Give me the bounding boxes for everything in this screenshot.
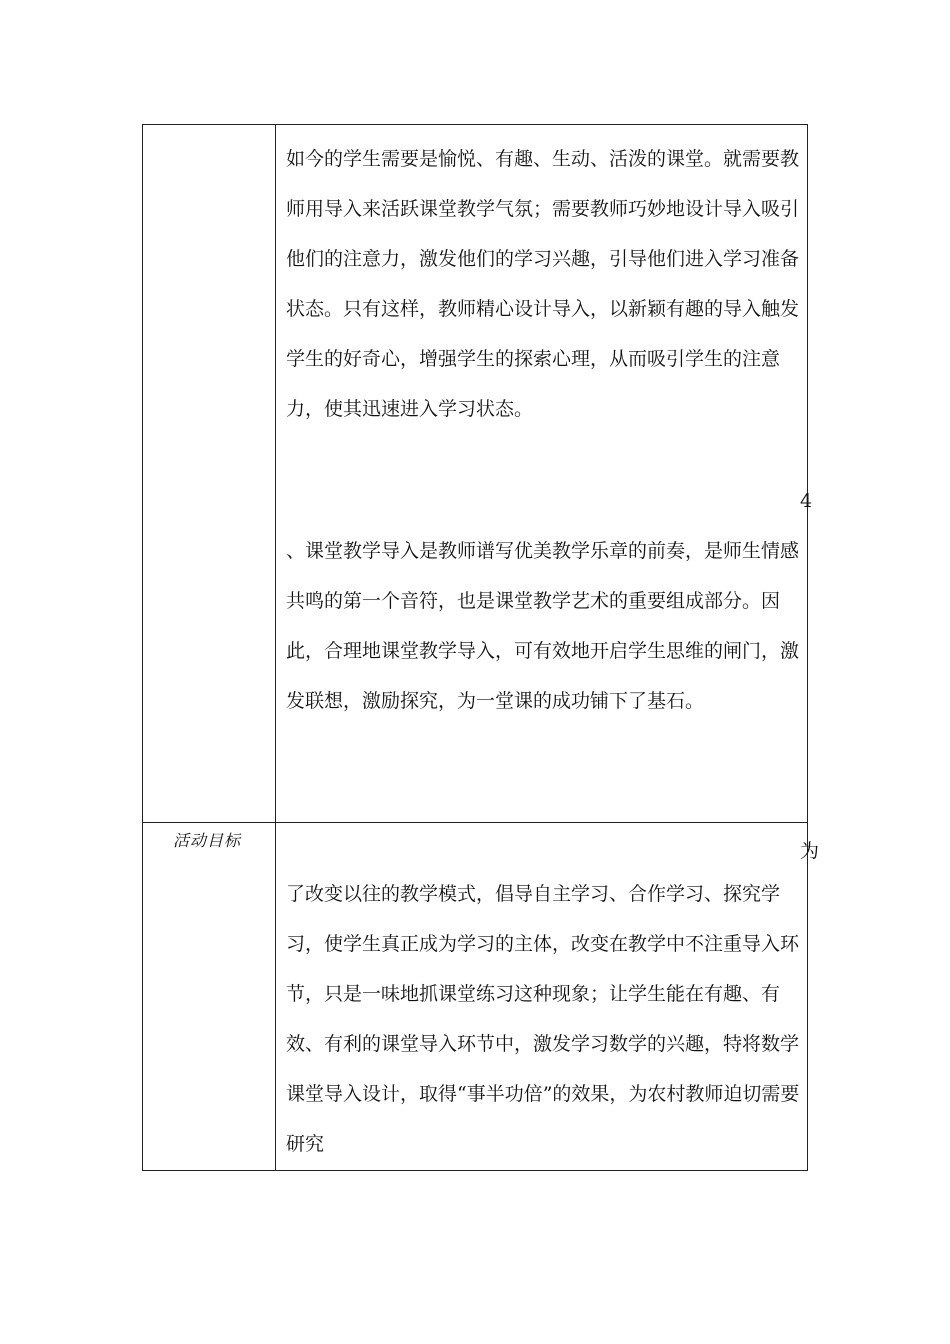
margin-number-4: 4	[800, 490, 813, 512]
paragraph-intro: 如今的学生需要是愉悦、有趣、生动、活泼的课堂。就需要教师用导入来活跃课堂教学气氛；需要教师巧妙地设计导入吸引他们的注意力，激发他们的学习兴趣，引导他们进入学习准备状态。只有这样，教师精心设计导入，以新颖有趣的导入触发学生的好奇心，增强学生的探索心理，从而吸引学生的注意力，使其迅速进入学习状态。	[286, 148, 800, 420]
paragraph-lesson-import: 、课堂教学导入是教师谱写优美教学乐章的前奏，是师生情感共鸣的第一个音符，也是课堂教学艺术的重要组成部分。因此，合理地课堂教学导入，可有效地开启学生思维的闸门，激发联想，激励探究，为一堂课的成功铺下了基石。	[286, 540, 800, 712]
document-table	[142, 124, 808, 1172]
content-cell-goals	[286, 869, 802, 1169]
table-row-background	[142, 124, 808, 823]
column-divider	[275, 125, 276, 822]
content-cell-paragraph-1	[286, 134, 802, 434]
row-label-activity-goals: 活动目标	[173, 831, 242, 850]
content-cell-paragraph-2	[286, 526, 802, 726]
column-divider	[275, 822, 276, 1170]
margin-char-wei: 为	[800, 840, 820, 862]
table-row-activity-goals	[142, 822, 808, 1171]
paragraph-goals: 了改变以往的教学模式，倡导自主学习、合作学习、探究学习，使学生真正成为学习的主体，改变在教学中不注重导入环节，只是一味地抓课堂练习这种现象；让学生能在有趣、有效、有利的课堂导入环节中，激发学习数学的兴趣，特将数学课堂导入设计，取得“事半功倍”的效果，为农村教师迫切需要研究	[286, 883, 800, 1155]
